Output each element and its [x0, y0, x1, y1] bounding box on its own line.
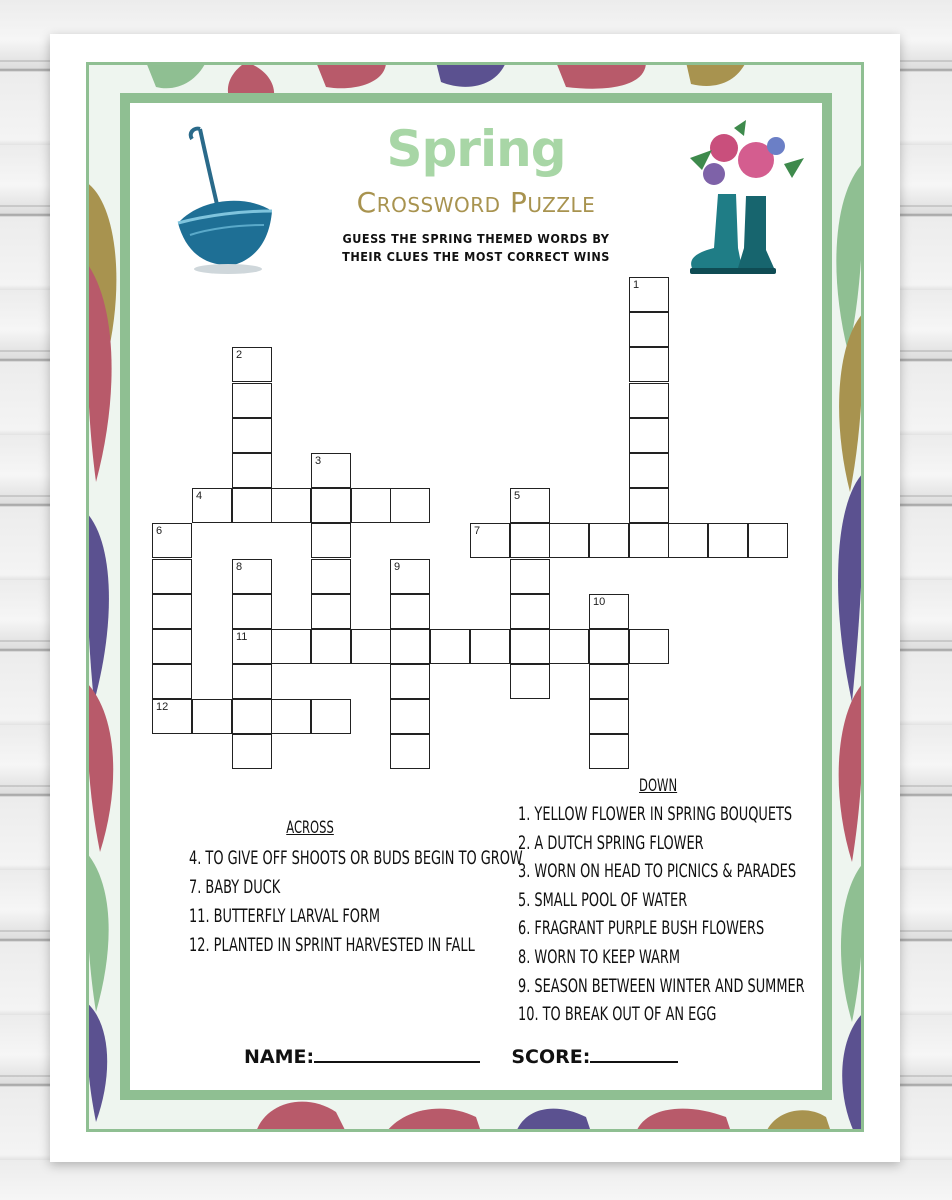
grid-cell[interactable] — [549, 629, 589, 664]
grid-cell[interactable] — [390, 488, 430, 523]
grid-cell[interactable] — [271, 488, 311, 523]
puzzle-subtitle: Crossword Puzzle — [356, 186, 596, 219]
grid-cell[interactable] — [311, 453, 351, 488]
grid-cell[interactable] — [629, 523, 669, 558]
grid-cell[interactable] — [629, 629, 669, 664]
grid-cell[interactable] — [390, 559, 430, 594]
down-heading: DOWN — [639, 776, 678, 796]
grid-cell[interactable] — [232, 734, 272, 769]
clue-number-1: 1 — [633, 279, 640, 291]
grid-cell[interactable] — [589, 594, 629, 629]
grid-cell[interactable] — [232, 559, 272, 594]
across-clues — [189, 818, 523, 960]
clue-number-11: 11 — [236, 631, 248, 643]
down-clue: 8. WORN TO KEEP WARM — [518, 945, 681, 968]
across-clue: 11. BUTTERFLY LARVAL FORM — [189, 905, 381, 927]
grid-cell[interactable] — [311, 559, 351, 594]
grid-cell[interactable] — [390, 629, 430, 664]
down-clues — [518, 776, 805, 1029]
across-clue: 7. BABY DUCK — [189, 876, 281, 898]
grid-cell[interactable] — [232, 629, 272, 664]
grid-cell[interactable] — [152, 699, 192, 734]
grid-cell[interactable] — [152, 664, 192, 699]
instructions — [300, 230, 652, 266]
grid-cell[interactable] — [390, 699, 430, 734]
grid-cell[interactable] — [629, 312, 669, 347]
down-clue: 6. FRAGRANT PURPLE BUSH FLOWERS — [518, 917, 765, 940]
name-field[interactable] — [314, 1047, 480, 1063]
grid-cell[interactable] — [589, 734, 629, 769]
clue-number-12: 12 — [156, 701, 169, 713]
grid-cell[interactable] — [510, 488, 550, 523]
grid-cell[interactable] — [629, 488, 669, 523]
grid-cell[interactable] — [271, 629, 311, 664]
clue-number-10: 10 — [593, 596, 606, 608]
grid-cell[interactable] — [748, 523, 788, 558]
puzzle-title: Spring — [386, 120, 566, 178]
down-clue: 9. SEASON BETWEEN WINTER AND SUMMER — [518, 974, 805, 997]
grid-cell[interactable] — [192, 699, 232, 734]
grid-cell[interactable] — [589, 699, 629, 734]
grid-cell[interactable] — [351, 629, 391, 664]
grid-cell[interactable] — [152, 523, 192, 558]
down-clue: 2. A DUTCH SPRING FLOWER — [518, 831, 704, 854]
grid-cell[interactable] — [232, 383, 272, 418]
grid-cell[interactable] — [390, 734, 430, 769]
score-label: SCORE: — [511, 1046, 591, 1068]
name-label: NAME: — [244, 1046, 315, 1068]
across-heading: ACROSS — [286, 818, 334, 838]
grid-cell[interactable] — [470, 629, 510, 664]
grid-cell[interactable] — [549, 523, 589, 558]
grid-cell[interactable] — [510, 664, 550, 699]
clue-number-7: 7 — [474, 525, 481, 537]
grid-cell[interactable] — [192, 488, 232, 523]
clue-number-8: 8 — [236, 561, 243, 573]
grid-cell[interactable] — [351, 488, 391, 523]
clue-number-6: 6 — [156, 525, 163, 537]
grid-cell[interactable] — [589, 664, 629, 699]
clue-number-4: 4 — [196, 490, 203, 502]
down-clue: 1. YELLOW FLOWER IN SPRING BOUQUETS — [518, 803, 793, 825]
grid-cell[interactable] — [311, 523, 351, 558]
clue-number-2: 2 — [236, 349, 243, 361]
grid-cell[interactable] — [708, 523, 748, 558]
grid-cell[interactable] — [390, 664, 430, 699]
grid-cell[interactable] — [589, 523, 629, 558]
down-clue: 5. SMALL POOL OF WATER — [518, 888, 688, 911]
grid-cell[interactable] — [589, 629, 629, 664]
grid-cell[interactable] — [311, 629, 351, 664]
grid-cell[interactable] — [232, 664, 272, 699]
grid-cell[interactable] — [390, 594, 430, 629]
grid-cell[interactable] — [232, 594, 272, 629]
across-clue: 4. TO GIVE OFF SHOOTS OR BUDS BEGIN TO GROW — [189, 847, 523, 869]
grid-cell[interactable] — [271, 699, 311, 734]
grid-cell[interactable] — [510, 559, 550, 594]
footer — [244, 1046, 678, 1068]
grid-cell[interactable] — [510, 523, 550, 558]
grid-cell[interactable] — [152, 629, 192, 664]
grid-cell[interactable] — [232, 418, 272, 453]
grid-cell[interactable] — [311, 488, 351, 523]
grid-cell[interactable] — [470, 523, 510, 558]
instructions-line-1: GUESS THE SPRING THEMED WORDS BY — [342, 231, 610, 246]
grid-cell[interactable] — [152, 594, 192, 629]
clue-number-3: 3 — [315, 455, 322, 467]
grid-cell[interactable] — [629, 347, 669, 382]
grid-cell[interactable] — [311, 699, 351, 734]
clue-number-5: 5 — [514, 490, 521, 502]
clue-number-9: 9 — [394, 561, 401, 573]
grid-cell[interactable] — [232, 488, 272, 523]
across-clue: 12. PLANTED IN SPRINT HARVESTED IN FALL — [189, 934, 475, 956]
down-clue: 10. TO BREAK OUT OF AN EGG — [518, 1003, 717, 1026]
grid-cell[interactable] — [311, 594, 351, 629]
down-clue: 3. WORN ON HEAD TO PICNICS & PARADES — [518, 860, 797, 883]
grid-cell[interactable] — [232, 699, 272, 734]
grid-cell[interactable] — [668, 523, 708, 558]
grid-cell[interactable] — [232, 347, 272, 382]
grid-cell[interactable] — [510, 629, 550, 664]
grid-cell[interactable] — [152, 559, 192, 594]
instructions-line-2: THEIR CLUES THE MOST CORRECT WINS — [342, 249, 610, 264]
grid-cell[interactable] — [629, 277, 669, 312]
grid-cell[interactable] — [510, 594, 550, 629]
score-field[interactable] — [590, 1047, 678, 1063]
grid-cell[interactable] — [629, 418, 669, 453]
grid-cell[interactable] — [232, 453, 272, 488]
grid-cell[interactable] — [629, 453, 669, 488]
grid-cell[interactable] — [629, 383, 669, 418]
grid-cell[interactable] — [430, 629, 470, 664]
